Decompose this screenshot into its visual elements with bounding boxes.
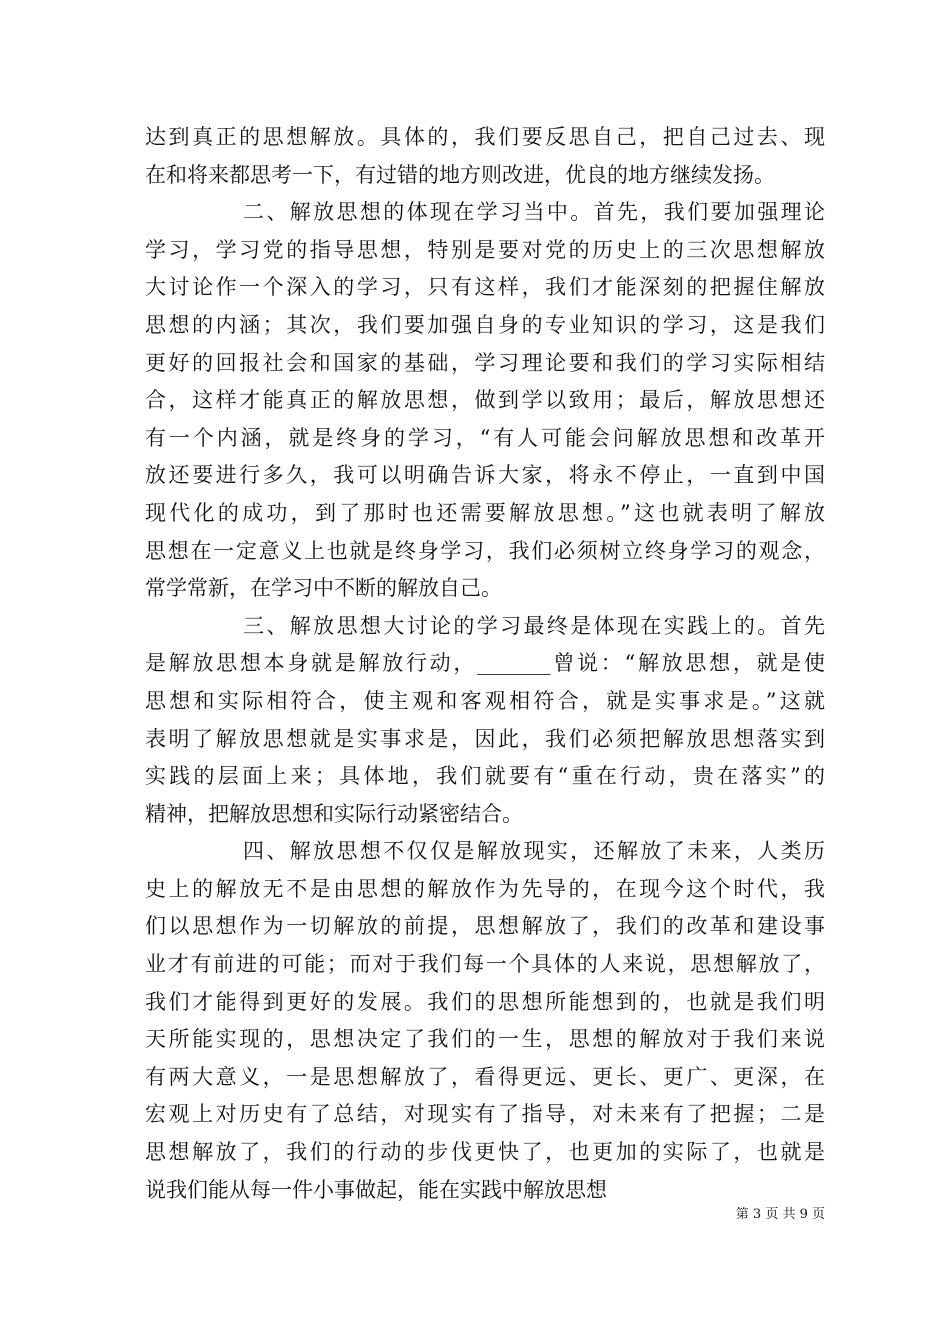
text-line: 我们才能得到更好的发展。我们的思想所能想到的，也就是我们明 [145, 989, 825, 1014]
text-line: 实践的层面上来；具体地，我们就要有“重在行动，贵在落实”的 [145, 764, 825, 789]
text-line: 在和将来都思考一下，有过错的地方则改进，优良的地方继续发扬。 [145, 162, 775, 187]
paragraph [145, 119, 825, 194]
page-number: 第 3 页 共 9 页 [735, 1207, 825, 1222]
text-line: 思想在一定意义上也就是终身学习，我们必须树立终身学习的观念， [145, 538, 825, 563]
text-line: 大讨论作一个深入的学习，只有这样，我们才能深刻的把握住解放 [145, 275, 825, 300]
text-line: 放还要进行多久，我可以明确告诉大家，将永不停止，一直到中国 [145, 463, 825, 488]
text-line: 达到真正的思想解放。具体的，我们要反思自己，把自己过去、现 [145, 125, 825, 149]
text-line: 现代化的成功，到了那时也还需要解放思想。”这也就表明了解放 [145, 500, 825, 525]
paragraph [145, 608, 825, 834]
text-line: 宏观上对历史有了总结，对现实有了指导，对未来有了把握；二是 [145, 1102, 825, 1127]
text-line: 表明了解放思想就是实事求是，因此，我们必须把解放思想落实到 [145, 726, 825, 751]
text-line: 思想解放了，我们的行动的步伐更快了，也更加的实际了，也就是 [145, 1140, 825, 1165]
text-line: 二、解放思想的体现在学习当中。首先，我们要加强理论 [243, 200, 825, 225]
text-line: 有一个内涵，就是终身的学习，“有人可能会问解放思想和改革开 [145, 425, 825, 450]
text-line: 业才有前进的可能；而对于我们每一个具体的人来说，思想解放了， [145, 952, 825, 977]
text-line: 三、解放思想大讨论的学习最终是体现在实践上的。首先 [243, 613, 825, 638]
paragraph [145, 833, 825, 1209]
text-line: 四、解放思想不仅仅是解放现实，还解放了未来，人类历 [243, 839, 825, 864]
text-line: 更好的回报社会和国家的基础，学习理论要和我们的学习实际相结 [145, 350, 825, 375]
text-line: 天所能实现的，思想决定了我们的一生，思想的解放对于我们来说 [145, 1027, 825, 1052]
body-text [145, 119, 825, 1209]
text-line: 学习，学习党的指导思想，特别是要对党的历史上的三次思想解放 [145, 237, 825, 262]
text-line: 史上的解放无不是由思想的解放作为先导的，在现今这个时代，我 [145, 876, 825, 901]
text-line: 有两大意义，一是思想解放了，看得更远、更长、更广、更深，在 [145, 1064, 825, 1089]
text-line: 们以思想作为一切解放的前提，思想解放了，我们的改革和建设事 [145, 914, 825, 939]
text-line: 思想的内涵；其次，我们要加强自身的专业知识的学习，这是我们 [145, 312, 825, 337]
text-line: 思想和实际相符合，使主观和客观相符合，就是实事求是。”这就 [145, 688, 825, 713]
paragraph [145, 194, 825, 608]
text-line: 精神，把解放思想和实际行动紧密结合。 [145, 801, 523, 826]
text-line: 说我们能从每一件小事做起，能在实践中解放思想 [145, 1177, 607, 1202]
text-line: 常学常新，在学习中不断的解放自己。 [145, 576, 502, 601]
text-line: 是解放思想本身就是解放行动，_______曾说：“解放思想，就是使 [145, 651, 825, 676]
text-line: 合，这样才能真正的解放思想，做到学以致用；最后，解放思想还 [145, 388, 825, 413]
